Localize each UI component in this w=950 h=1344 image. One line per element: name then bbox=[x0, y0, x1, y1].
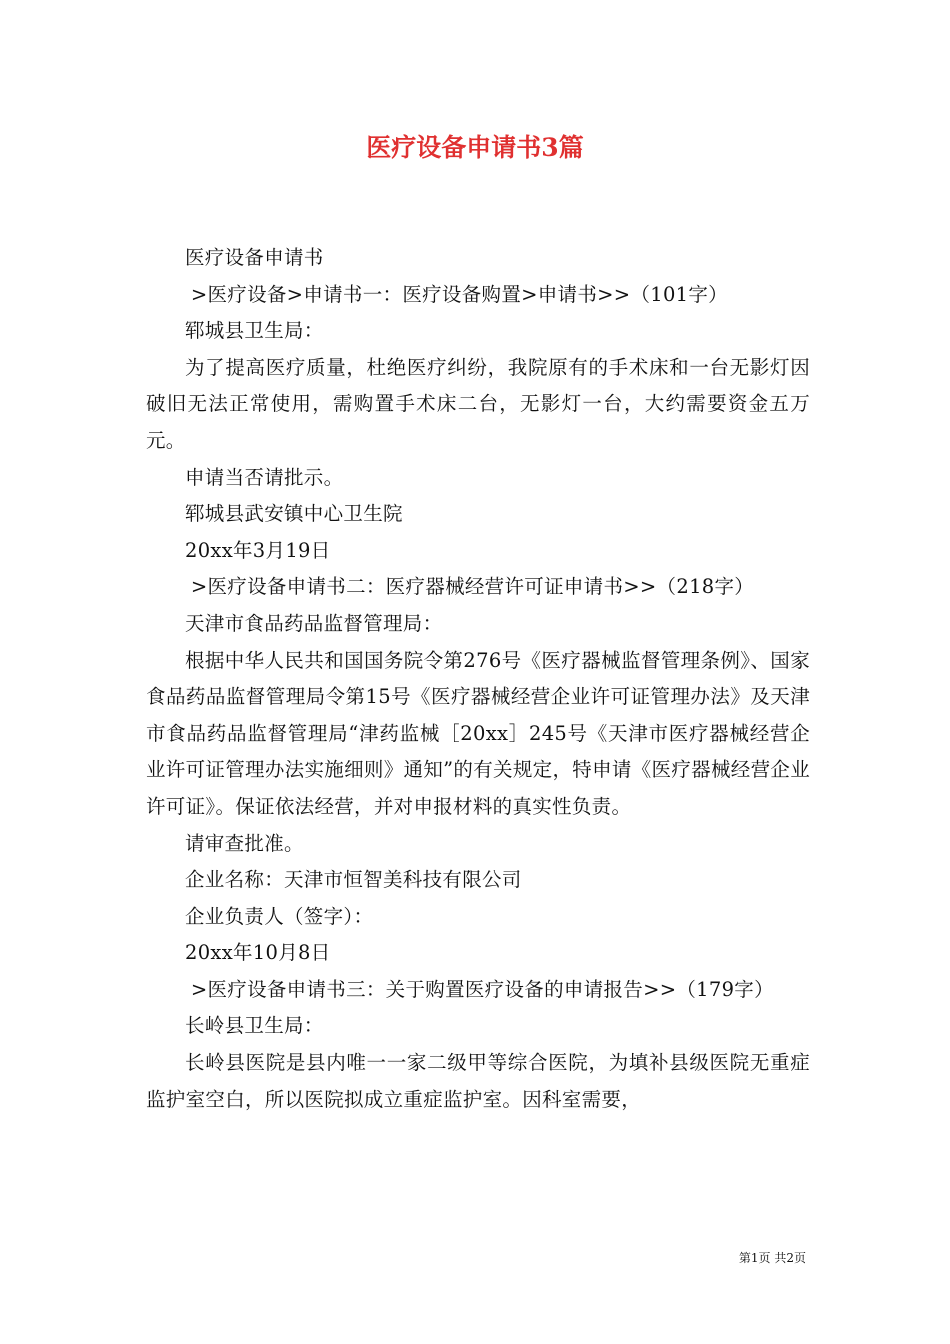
section1-sender: 郓城县武安镇中心卫生院 bbox=[185, 502, 403, 526]
section1-link[interactable]: >医疗设备>申请书一：医疗设备购置>申请书>>（101字） bbox=[190, 282, 728, 306]
section1-request: 申请当否请批示。 bbox=[185, 465, 344, 489]
section3-recipient: 长岭县卫生局： bbox=[185, 1014, 324, 1038]
section3-body: 长岭县医院是县内唯一一家二级甲等综合医院，为填补县级医院无重症监护室空白，所以医院拟成立重症监护室。因科室需要， bbox=[146, 1051, 810, 1111]
section2-request: 请审查批准。 bbox=[185, 831, 304, 855]
section2-signature: 企业负责人（签字）： bbox=[185, 904, 374, 928]
section3-link[interactable]: >医疗设备申请书三：关于购置医疗设备的申请报告>>（179字） bbox=[190, 977, 774, 1001]
section2-date: 20xx年10月8日 bbox=[185, 941, 331, 965]
document-title: 医疗设备申请书3篇 bbox=[366, 133, 584, 162]
page-number: 第1页 共2页 bbox=[738, 1251, 806, 1265]
section1-date: 20xx年3月19日 bbox=[185, 538, 331, 562]
section2-recipient: 天津市食品药品监督管理局： bbox=[185, 611, 443, 635]
intro-heading: 医疗设备申请书 bbox=[185, 246, 324, 269]
section1-body: 为了提高医疗质量，杜绝医疗纠纷，我院原有的手术床和一台无影灯因破旧无法正常使用，需购置手术床二台，无影灯一台，大约需要资金五万元。 bbox=[146, 355, 810, 452]
document-body bbox=[146, 240, 810, 1118]
section1-recipient: 郓城县卫生局： bbox=[185, 319, 324, 343]
section2-company: 企业名称：天津市恒智美科技有限公司 bbox=[185, 868, 522, 892]
section2-link[interactable]: >医疗设备申请书二：医疗器械经营许可证申请书>>（218字） bbox=[190, 575, 755, 599]
section2-body: 根据中华人民共和国国务院令第276号《医疗器械监督管理条例》、国家食品药品监督管理局令第15号《医疗器械经营企业许可证管理办法》及天津市食品药品监督管理局“津药监械［20xx］245号《天津市医疗器械经营企业许可证管理办法实施细则》通知”的有关规定，特申请《医疗器械经营企业许可证》。保证依法经营，并对申报材料的真实性负责。 bbox=[146, 648, 810, 818]
